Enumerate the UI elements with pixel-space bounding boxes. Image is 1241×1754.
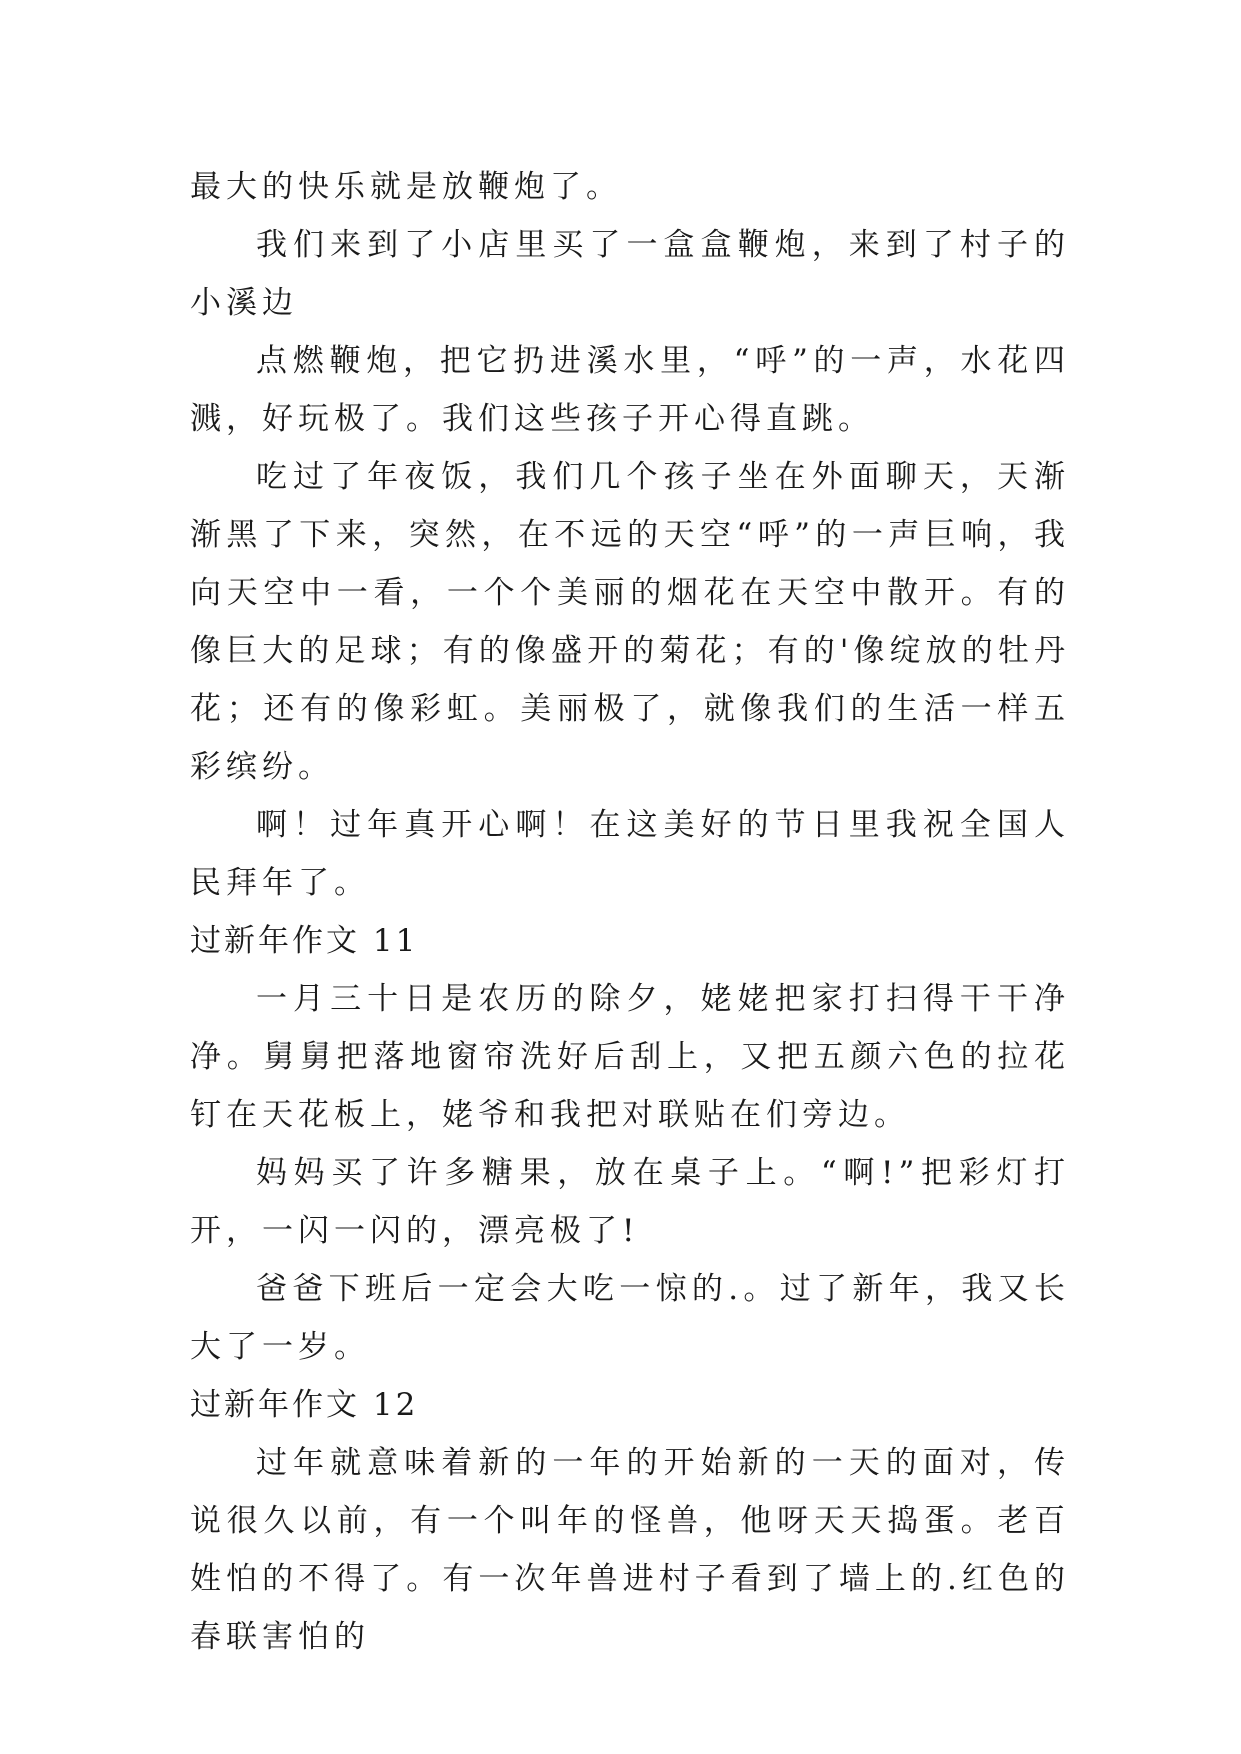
paragraph: 一月三十日是农历的除夕，姥姥把家打扫得干干净净。舅舅把落地窗帘洗好后刮上，又把五颜六色的拉花钉在天花板上，姥爷和我把对联贴在们旁边。: [190, 981, 1070, 1133]
paragraph: 妈妈买了许多糖果，放在桌子上。“啊!”把彩灯打开，一闪一闪的，漂亮极了!: [190, 1155, 1070, 1249]
paragraph: 啊！过年真开心啊！在这美好的节日里我祝全国人民拜年了。: [190, 807, 1070, 901]
section-heading: 过新年作文 12: [190, 1387, 419, 1423]
paragraph: 吃过了年夜饭，我们几个孩子坐在外面聊天，天渐渐黑了下来，突然，在不远的天空“呼”的一声巨响，我向天空中一看，一个个美丽的烟花在天空中散开。有的像巨大的足球；有的像盛开的菊花；有的'像绽放的牡丹花；还有的像彩虹。美丽极了，就像我们的生活一样五彩缤纷。: [190, 459, 1070, 785]
section-heading: 过新年作文 11: [190, 923, 419, 959]
paragraph: 点燃鞭炮，把它扔进溪水里，“呼”的一声，水花四溅，好玩极了。我们这些孩子开心得直跳。: [190, 343, 1070, 437]
paragraph: 我们来到了小店里买了一盒盒鞭炮，来到了村子的小溪边: [190, 227, 1070, 321]
paragraph: 过年就意味着新的一年的开始新的一天的面对，传说很久以前，有一个叫年的怪兽，他呀天天捣蛋。老百姓怕的不得了。有一次年兽进村子看到了墙上的.红色的春联害怕的: [190, 1445, 1070, 1655]
paragraph: 最大的快乐就是放鞭炮了。: [190, 169, 622, 205]
article-body: [190, 158, 1070, 1666]
paragraph: 爸爸下班后一定会大吃一惊的.。过了新年，我又长大了一岁。: [190, 1271, 1070, 1365]
